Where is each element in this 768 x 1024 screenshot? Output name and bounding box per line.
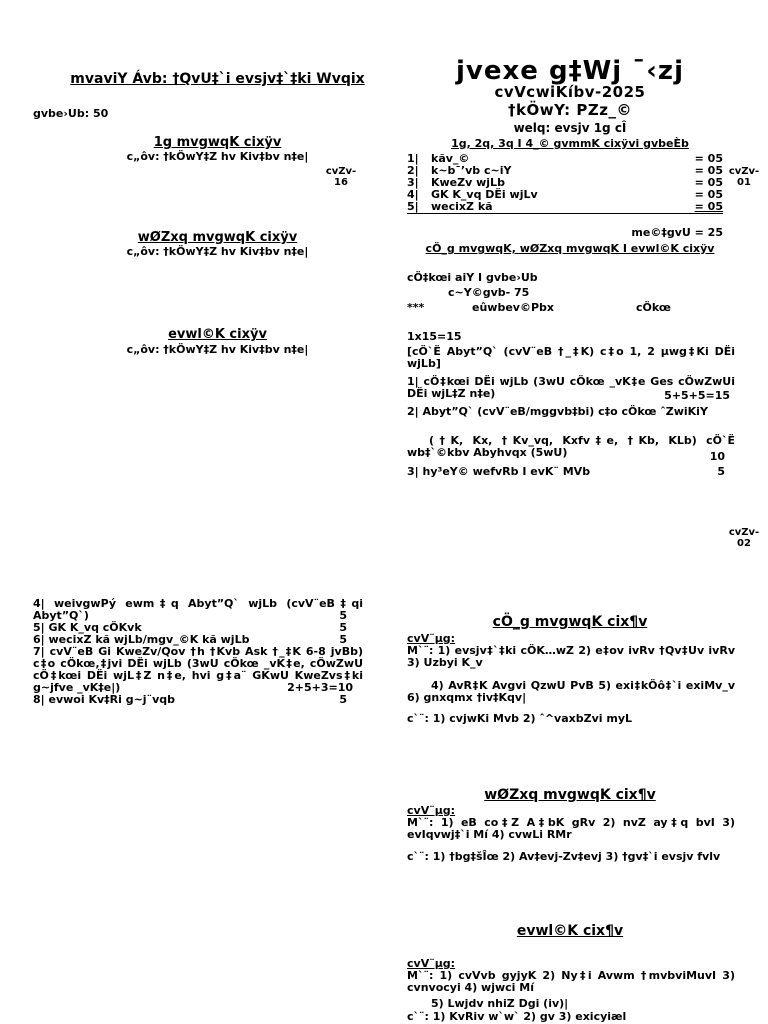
row-text: GK K_vq DËi wjLv (431, 188, 538, 201)
item-text: 4| weivgwPý ewm‡q Abyt”Q` wjLb (cvV¨eB‡qi Abyt”Q`) (33, 597, 363, 622)
row-number: 3| (407, 176, 419, 189)
mcq-calc: 1x15=15 (407, 330, 462, 343)
left-heading: mvaviY Ávb: †QvU‡`i evsjv‡`‡ki Wvqix (70, 71, 365, 87)
item-marks: 2+5+3=10 (283, 682, 353, 694)
instruction-2: 2| Abyt”Q` (cvV¨eB/mggvb‡bi) c‡o cÖkœ ˆZwiKiY (407, 405, 708, 418)
s1-poem: c`¨: 1) cvjwKi Mvb 2) ˆ^vaxbZvi myL (407, 712, 633, 725)
breakdown-heading: 1g, 2q, 3q I 4_© gvmmK cixÿvi gvbeÈb (451, 137, 689, 150)
row-text: KweZv wjLb (431, 176, 505, 189)
question-label: cÖkœ (636, 301, 671, 314)
row-text: kãv_© (431, 152, 470, 165)
page-number-02: cvZv- 02 (728, 527, 760, 549)
s2-title: wØZxq mvgwqK cix¶v (484, 787, 656, 803)
s1-title: cÖ_g mvgwqK cix¶v (492, 614, 648, 630)
section1-title: 1g mvgwqK cixÿv (153, 135, 282, 150)
row-text: wecixZ kã (431, 200, 493, 213)
row-number: 5| (407, 200, 419, 213)
s3-poem: c`¨: 1) KvRiv w`w` 2) gv 3) exicyiæl (407, 1010, 627, 1023)
question-type-label: cÖ‡kœi aiY I gvbe›Ub (407, 271, 538, 284)
instruction-4-marks: 5 (717, 465, 725, 478)
s3-prose-2: 5) Lwjdv nhiZ Dgi (iv)| (431, 997, 569, 1010)
instruction-3: (†K, Kx, †Kv_vq, Kxfv‡e, †Kb, KLb) cÖ`Ë wb‡`©kbv Abyhvqx (5wU) (407, 434, 735, 459)
s1-syllabus-label: cvV¨µg: (407, 632, 456, 645)
total-marks: me©‡gvU = 25 (631, 226, 723, 239)
section1-topic: c„ôv: †kÖwY‡Z hv Kiv‡bv n‡e| (126, 150, 309, 163)
breakdown-row (407, 201, 723, 214)
breakdown-list (407, 153, 723, 214)
s3-title: evwl©K cix¶v (516, 923, 624, 939)
s3-prose: M`¨: 1) cvVvb gyjyK 2) Ny‡i Avwm †mvbviMuvI 3) cvnvocyi 4) wjwci Mí (407, 969, 735, 994)
instruction-list (33, 598, 363, 706)
item-marks: 5 (339, 609, 347, 622)
item-text: 8| evwoi Kv‡Ri g~j¨vqb (33, 693, 175, 706)
instruction-1: 1| cÖ‡kœi DËi wjLb (3wU cÖkœ _vK‡e Ges cÖwZwUi DËi wjL‡Z n‡e) (407, 375, 735, 400)
row-marks: = 05 (694, 188, 723, 201)
s1-prose: M`¨: 1) evsjv‡`‡ki cÖK…wZ 2) e‡ov ivRv †Qv‡Uv ivRv 3) Uzbyi K_v (407, 644, 735, 669)
item-marks: 5 (339, 621, 347, 634)
row-number: 4| (407, 188, 419, 201)
instruction-3-marks: 10 (709, 450, 725, 463)
subject-label: welq: evsjv 1g cÎ (513, 121, 627, 135)
s2-prose: M`¨: 1) eB co‡Z A‡bK gRv 2) nvZ ay‡q bvI 3) evIqvwj‡`i Mí 4) cvwLi RMr (407, 816, 735, 841)
list-item (33, 598, 363, 622)
s3-syllabus-label: cvV¨µg: (407, 957, 456, 970)
page-number-16: cvZv- 16 (325, 166, 357, 188)
stars: *** (407, 301, 425, 314)
exam-heading: cÖ_g mvgwqK, wØZxq mvgwqK I evwl©K cixÿv (425, 242, 715, 255)
full-marks: c~Y©gvb- 75 (448, 286, 530, 299)
row-marks: = 05 (694, 152, 723, 165)
s2-syllabus-label: cvV¨µg: (407, 804, 456, 817)
section3-title: evwl©K cixÿv (168, 327, 267, 342)
row-number: 2| (407, 164, 419, 177)
page-number-01: cvZv- 01 (728, 166, 760, 188)
s1-prose-2: 4) AvR‡K Avgvi QzwU PvB 5) exi‡kÖô‡`i exiMv_v 6) gnxqmx †iv‡Kqv| (407, 679, 735, 704)
left-marks: gvbe›Ub: 50 (33, 107, 109, 120)
section3-topic: c„ôv: †kÖwY‡Z hv Kiv‡bv n‡e| (126, 343, 309, 356)
class-label: †kÖwY: PZz_© (508, 101, 632, 119)
section2-topic: c„ôv: †kÖwY‡Z hv Kiv‡bv n‡e| (126, 245, 309, 258)
item-text: 6| wecixZ kã wjLb/mgv_©K kã wjLb (33, 633, 250, 646)
instruction-4: 3| hy³eY© wefvRb I evK¨ MVb (407, 465, 591, 478)
row-number: 1| (407, 152, 419, 165)
list-item (33, 694, 363, 706)
school-title: jvexe g‡Wj ¯‹zj (456, 56, 684, 86)
plan-year: cvVcwiKíbv-2025 (494, 83, 646, 101)
section2-title: wØZxq mvgwqK cixÿv (137, 230, 298, 245)
s2-poem: c`¨: 1) †bg‡šÎœ 2) Av‡evj-Zv‡evj 3) †gv‡`i evsjv fvlv (407, 850, 721, 863)
item-text: 5| GK K_vq cÖKvk (33, 621, 142, 634)
row-marks: = 05 (694, 176, 723, 189)
list-item (33, 646, 363, 694)
row-marks: = 05 (694, 200, 723, 213)
item-marks: 5 (339, 633, 347, 646)
instruction-1-marks: 5+5+5=15 (664, 389, 730, 402)
instruction-passage: [cÖ`Ë Abyt”Q` (cvV¨eB †_‡K) c‡o 1, 2 µwg‡Ki DËi wjLb] (407, 345, 735, 370)
row-text: k~b¯’vb c~iY (431, 164, 512, 177)
row-marks: = 05 (694, 164, 723, 177)
item-text: 7| cvV¨eB Gi KweZv/Qov †h †Kvb Ask †_‡K 6-8 jvBb) c‡o cÖkœ‚‡jvi DËi wjLb (3wU cÖkœ _vK‡e, cÖwZwU cÖ‡kœi DËi wjL‡Z n‡e, hvi g‡a¨ GKwU KweZvs‡ki g~jfve _vK‡e|) (33, 645, 363, 694)
mcq-label: eûwbev©Pbx (472, 301, 554, 314)
item-marks: 5 (339, 693, 347, 706)
